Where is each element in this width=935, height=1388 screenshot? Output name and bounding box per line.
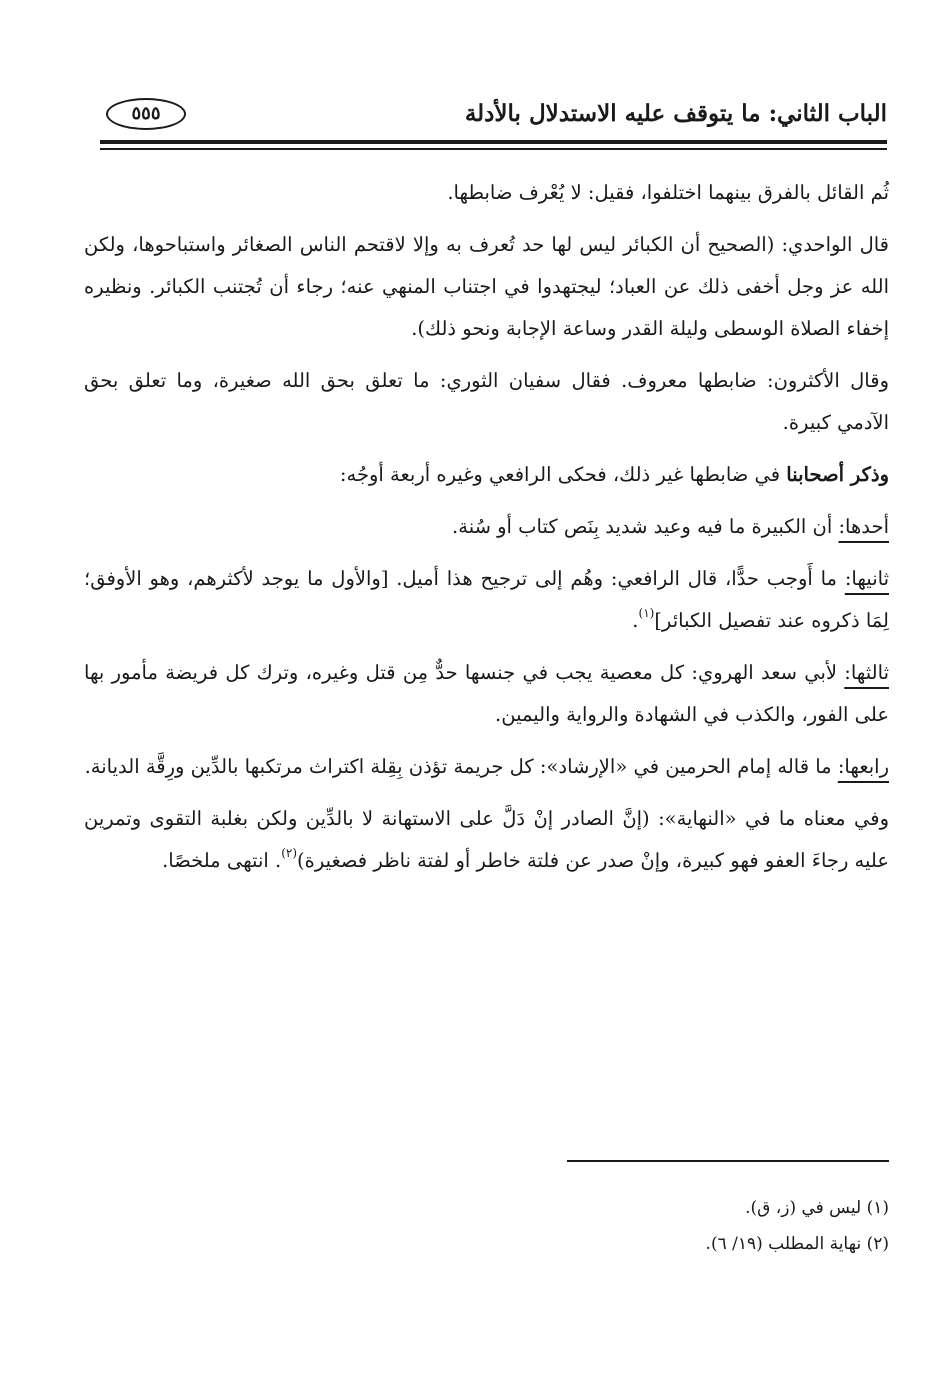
paragraph bbox=[84, 652, 889, 736]
paragraph: وقال الأكثرون: ضابطها معروف. فقال سفيان الثوري: ما تعلق بحق الله صغيرة، وما تعلق بحق الآدمي كبيرة. bbox=[84, 369, 889, 434]
page-header bbox=[100, 92, 887, 136]
item-label: رابعها: bbox=[837, 755, 889, 778]
footnote-ref: (١) bbox=[638, 606, 655, 620]
paragraph-text: لأبي سعد الهروي: كل معصية يجب في جنسها حدٌّ مِن قتل وغيره، وترك كل فريضة مأمور بها على الفور، والكذب في الشهادة والرواية واليمين. bbox=[84, 661, 889, 726]
footnote-2: (٢) نهاية المطلب (١٩/ ٦). bbox=[705, 1234, 889, 1254]
item-label: ثالثها: bbox=[844, 661, 889, 684]
paragraph: ثُم القائل بالفرق بينهما اختلفوا، فقيل: لا يُعْرف ضابطها. bbox=[447, 181, 889, 204]
paragraph-text: ما قاله إمام الحرمين في «الإرشاد»: كل جريمة تؤذن بِقِلة اكتراث مرتكبها بالدِّين ورِقَّة الديانة. bbox=[84, 755, 838, 778]
paragraph-text: ما أَوجب حدًّا، قال الرافعي: وهُم إلى ترجيح هذا أميل. [والأول ما يوجد لأكثرهم، وهو الأوفق؛ لِمَا ذكروه عند تفصيل الكبائر] bbox=[84, 567, 889, 632]
paragraph: قال الواحدي: (الصحيح أن الكبائر ليس لها حد تُعرف به وإلا لاقتحم الناس الصغائر واستباحوها، ولكن الله عز وجل أخفى ذلك عن العباد؛ ليجتهدوا في اجتناب المنهي عنه؛ رجاء أن تُجتنب الكبائر. ونظيره إخفاء الصلاة الوسطى وليلة القدر وساعة الإجابة ونحو ذلك). bbox=[84, 233, 889, 340]
paragraph bbox=[84, 798, 889, 882]
footnotes bbox=[84, 1190, 889, 1262]
page-number: ٥٥٥ bbox=[106, 98, 186, 130]
running-title: الباب الثاني: ما يتوقف عليه الاستدلال بالأدلة bbox=[464, 100, 887, 127]
paragraph-text: . انتهى ملخصًا. bbox=[162, 849, 282, 872]
item-label: ثانيها: bbox=[844, 567, 889, 590]
footnote-ref: (٢) bbox=[281, 846, 298, 860]
footnote-rule bbox=[567, 1160, 889, 1162]
paragraph bbox=[84, 454, 889, 496]
header-rule-thick bbox=[100, 140, 887, 144]
paragraph-text: . bbox=[632, 609, 639, 632]
paragraph-text: أن الكبيرة ما فيه وعيد شديد بِنَص كتاب أو سُنة. bbox=[452, 515, 839, 538]
paragraph-text: وفي معناه ما في «النهاية»: (إنَّ الصادر إنْ دَلَّ على الاستهانة لا بالدِّين ولكن بغلبة التقوى وتمرين عليه رجاءَ العفو فهو كبيرة، وإنْ صدر عن فلتة خاطر أو لفتة ناظر فصغيرة) bbox=[84, 807, 889, 872]
paragraph bbox=[84, 558, 889, 642]
header-rule-thin bbox=[100, 148, 887, 150]
paragraph-text: في ضابطها غير ذلك، فحكى الرافعي وغيره أربعة أوجُه: bbox=[339, 463, 787, 486]
paragraph bbox=[84, 506, 889, 548]
body-text bbox=[84, 172, 889, 892]
item-label: أحدها: bbox=[838, 515, 889, 538]
lead-phrase: وذكر أصحابنا bbox=[786, 463, 889, 486]
footnote-1: (١) ليس في (ز، ق). bbox=[745, 1198, 889, 1218]
paragraph bbox=[84, 746, 889, 788]
